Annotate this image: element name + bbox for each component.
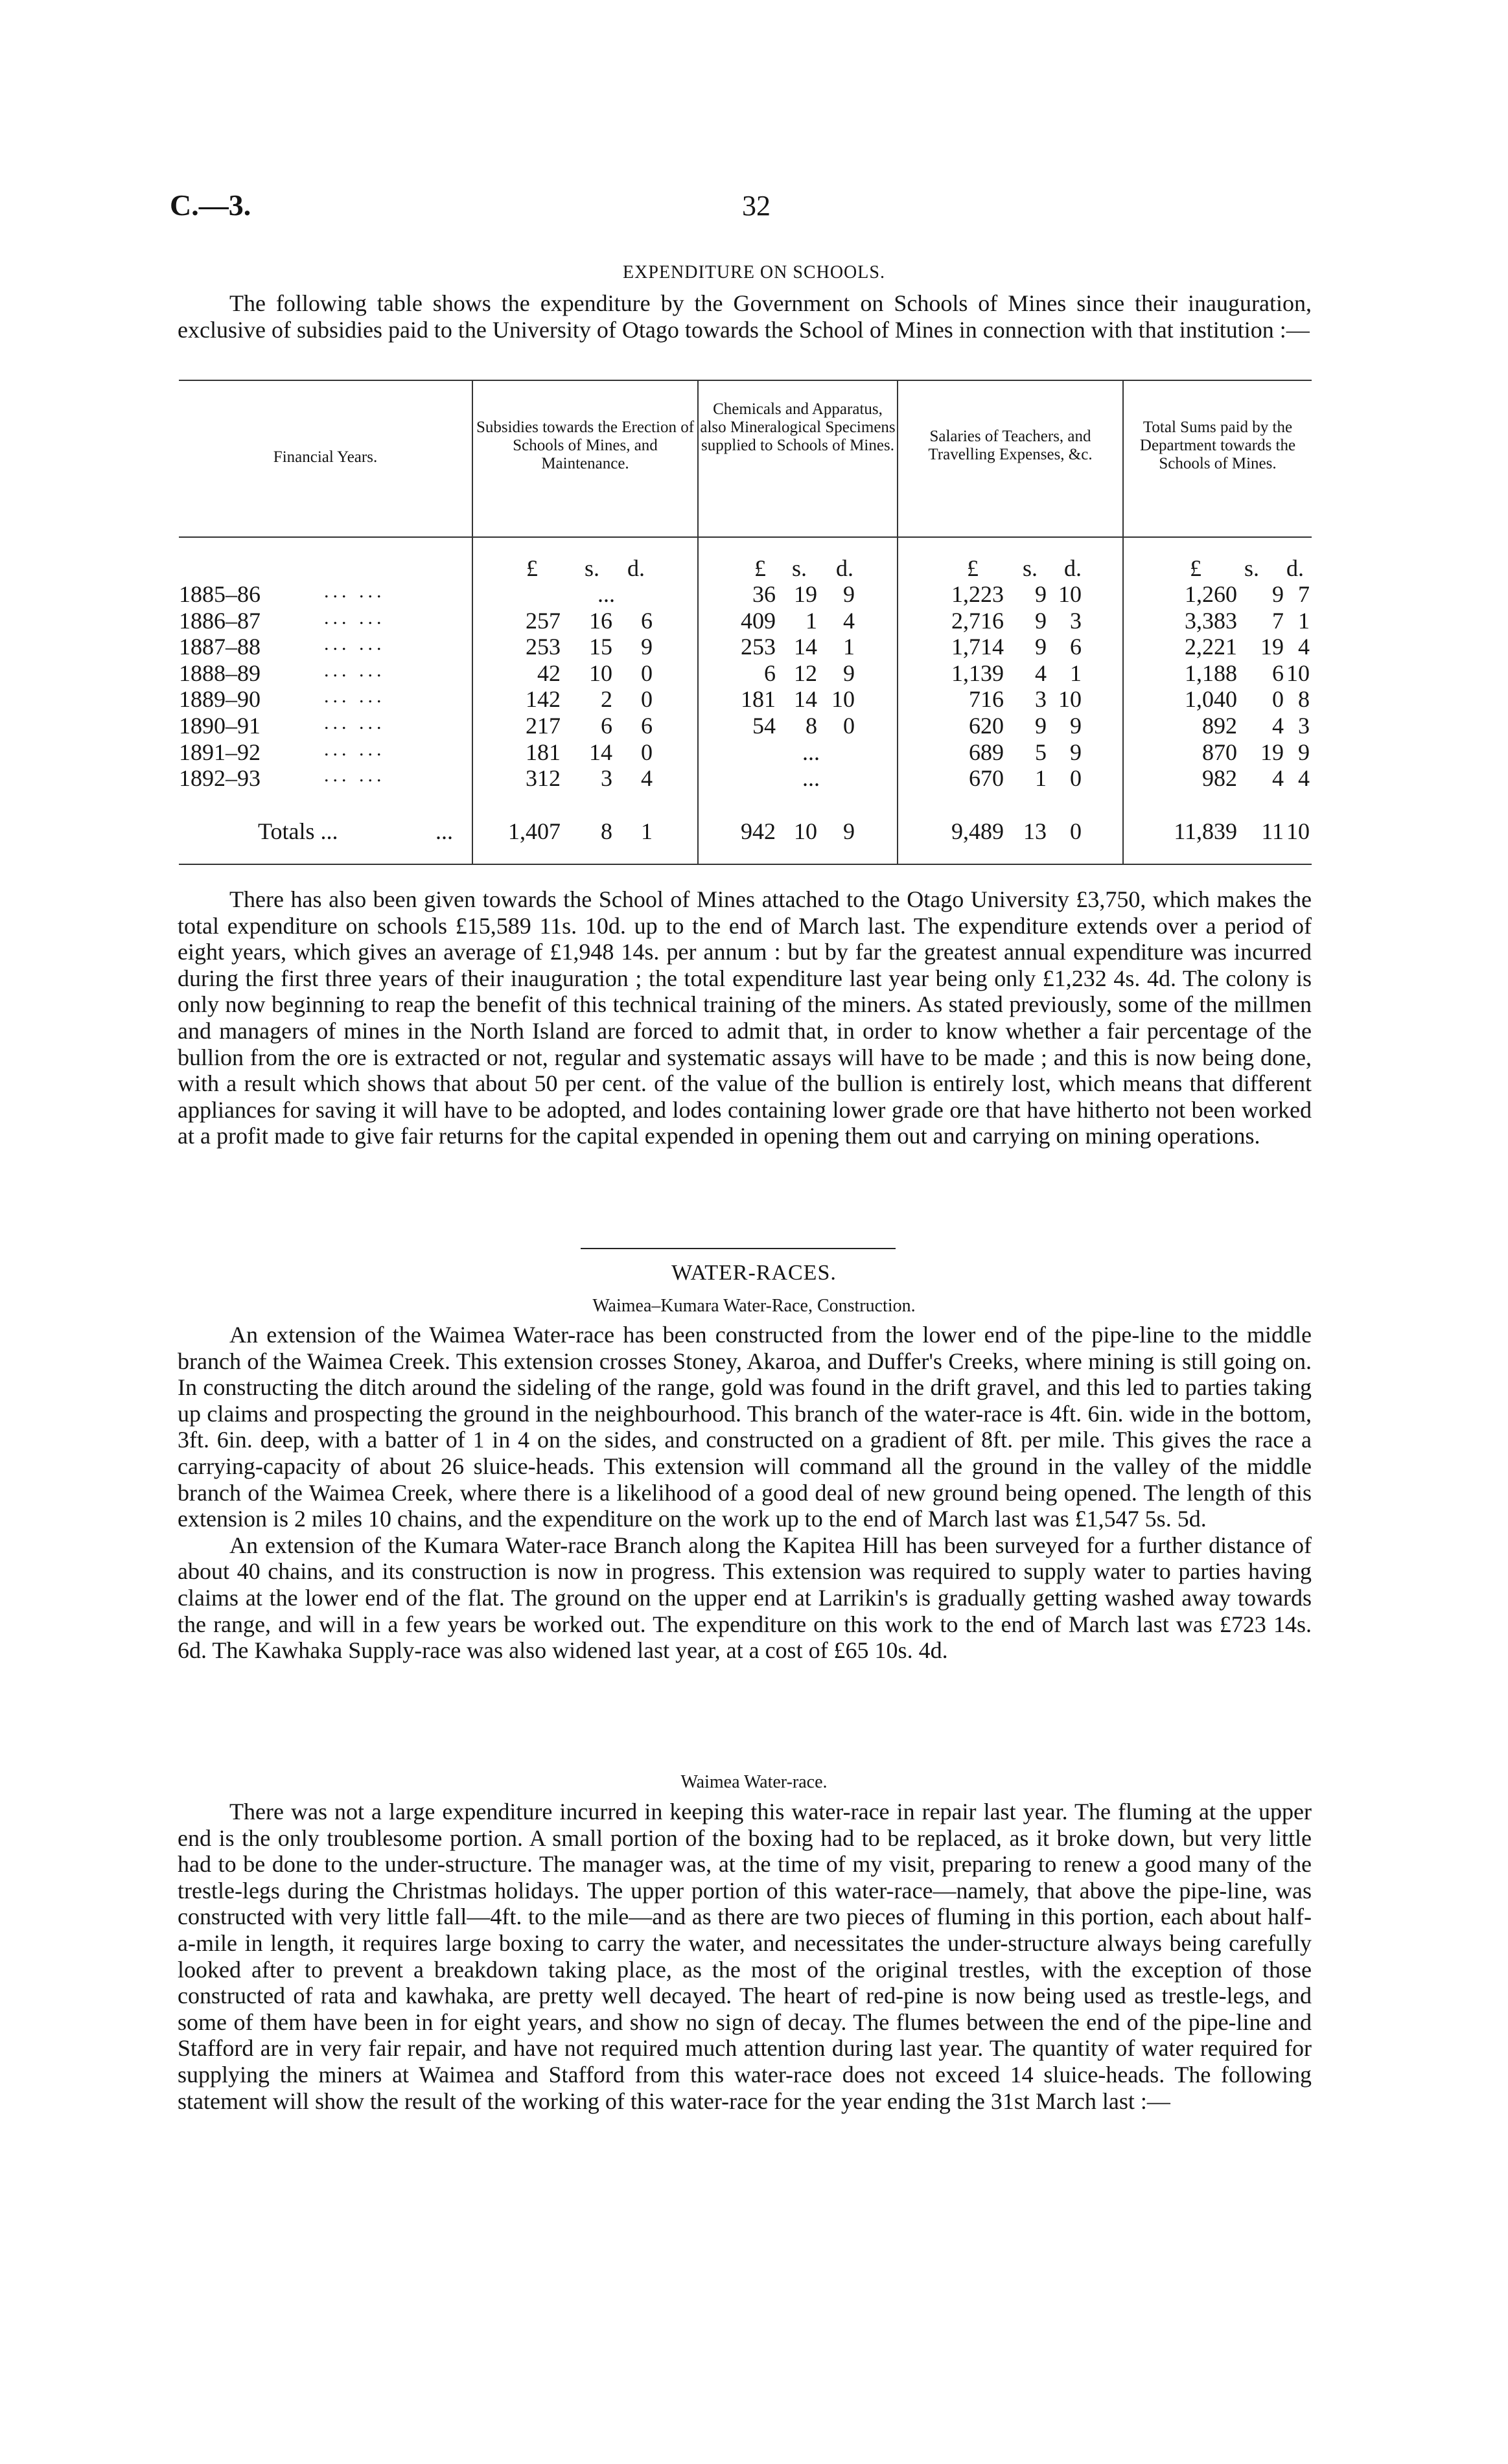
cell-chemicals-pounds: 36	[752, 581, 776, 607]
cell-total-pounds: 2,221	[1185, 634, 1237, 660]
cell-subsidies-shillings: 14	[589, 739, 612, 765]
cell-chemicals-pence: 1	[843, 634, 855, 660]
unit-shilling: s.	[792, 555, 807, 581]
cell-subsidies-shillings: 2	[601, 686, 612, 713]
row-year: 1888–89	[179, 660, 261, 686]
cell-salaries-shillings: 9	[1035, 634, 1047, 660]
unit-pence: d.	[1286, 555, 1304, 581]
totals-total-pence: 10	[1286, 818, 1310, 844]
cell-subsidies-pence: 6	[641, 713, 653, 739]
expenditure-heading: EXPENDITURE ON SCHOOLS.	[623, 262, 885, 282]
waimea-kumara-section	[178, 1322, 1312, 1664]
cell-total-shillings: 0	[1272, 686, 1284, 713]
table-row	[0, 765, 1508, 791]
cell-total-pence: 4	[1298, 765, 1310, 792]
cell-chemicals-pence: 10	[831, 686, 855, 713]
unit-shilling: s.	[585, 555, 600, 581]
cell-total-pence: 4	[1298, 634, 1310, 660]
cell-salaries-pounds: 1,714	[951, 634, 1004, 660]
totals-chemicals-pounds: 942	[741, 818, 776, 844]
cell-chemicals-pounds: 6	[764, 660, 776, 686]
totals-label: Totals ...	[258, 818, 338, 844]
cell-salaries-pounds: 1,223	[951, 581, 1004, 607]
cell-total-pounds: 1,260	[1185, 581, 1237, 607]
row-leader-dots: ... ...	[324, 765, 386, 787]
row-leader-dots: ... ...	[324, 712, 386, 733]
unit-pound: £	[526, 555, 538, 581]
cell-subsidies-shillings: 10	[589, 660, 612, 686]
cell-subsidies-shillings: 6	[601, 713, 612, 739]
unit-pound: £	[1190, 555, 1201, 581]
cell-total-shillings: 4	[1272, 713, 1284, 739]
cell-total-pence: 10	[1286, 660, 1310, 686]
cell-salaries-pounds: 670	[969, 765, 1004, 792]
unit-shilling: s.	[1023, 555, 1038, 581]
row-leader-dots: ... ...	[324, 685, 386, 708]
cell-subsidies-pence: 9	[641, 634, 653, 660]
col-header-total: Total Sums paid by the Department towards the Schools of Mines.	[1139, 419, 1296, 472]
row-year: 1886–87	[179, 607, 261, 634]
table-top-rule	[179, 380, 1312, 381]
table-row	[0, 685, 1508, 712]
cell-salaries-pence: 9	[1070, 739, 1082, 765]
cell-total-shillings: 6	[1272, 660, 1284, 686]
cell-salaries-shillings: 9	[1035, 607, 1047, 634]
cell-total-pounds: 1,040	[1185, 686, 1237, 713]
cell-chemicals-blank: ...	[802, 739, 820, 765]
table-header-rule	[179, 536, 1312, 538]
cell-salaries-pence: 9	[1070, 713, 1082, 739]
extension-paragraph: An extension of the Waimea Water-race has been constructed from the lower end of the pipe-line to the middle branch of the Waimea Creek. This extension crosses Stoney, Akaroa, and Duffer's Creeks, where mining is still going on. In constructing the ditch around the sideling of the range, gold was found in the drift gravel, and this led to parties taking up claims and prospecting the ground in the neighbourhood. This branch of the water-race is 4ft. 6in. wide in the bottom, 3ft. 6in. deep, with a batter of 1 in 4 on the sides, and constructed on a gradient of 8ft. per mile. This gives the race a carrying-capacity of about 26 sluice-heads. This extension will command all the ground in the valley of the middle branch of the Waimea Creek, where there is a likelihood of a good deal of new ground being opened. The length of this extension is 2 miles 10 chains, and the expenditure on the work up to the end of March last was £1,547 5s. 5d.	[178, 1322, 1312, 1532]
commentary-text: There has also been given towards the School of Mines attached to the Otago University £3,750, which makes the total expenditure on schools £15,589 11s. 10d. up to the end of March last. The expenditure extends over a period of eight years, which gives an average of £1,948 14s. per annum : but by far the greatest annual expenditure was incurred during the first three years of their inauguration ; the total expenditure last year being only £1,232 4s. 4d. The colony is only now beginning to reap the benefit of this technical training of the miners. As stated previously, some of the millmen and managers of mines in the North Island are forced to admit that, in order to know whether a fair percentage of the bullion from the ore is extracted or not, regular and systematic assays will have to be made ; and this is now being done, with a result which shows that about 50 per cent. of the value of the bullion is entirely lost, which means that different appliances for saving it will have to be adopted, and lodes containing lower grade ore that have hitherto not been worked at a profit made to give fair returns for the capital expended in opening them out and carrying on mining operations.	[178, 886, 1312, 1149]
waimea-section	[178, 1799, 1312, 2114]
cell-subsidies-shillings: 15	[589, 634, 612, 660]
cell-salaries-shillings: 4	[1035, 660, 1047, 686]
expenditure-intro	[178, 290, 1312, 343]
cell-total-pence: 1	[1298, 607, 1310, 634]
cell-salaries-shillings: 1	[1035, 765, 1047, 792]
cell-total-pence: 8	[1298, 686, 1310, 713]
cell-total-shillings: 7	[1272, 607, 1284, 634]
kumara-paragraph: An extension of the Kumara Water-race Branch along the Kapitea Hill has been surveyed for a further distance of about 40 chains, and its construction is now in progress. This extension was required to supply water to parties having claims at the lower end of the flat. The ground on the upper end at Larrikin's is gradually getting washed away towards the range, and will in a few years be worked out. The expenditure on this work to the end of March last was £723 14s. 6d. The Kawhaka Supply-race was also widened last year, at a cost of £65 10s. 4d.	[178, 1532, 1312, 1664]
cell-subsidies-shillings: 16	[589, 607, 612, 634]
cell-subsidies-pounds: 312	[526, 765, 561, 792]
totals-salaries-shillings: 13	[1023, 818, 1047, 844]
row-year: 1887–88	[179, 634, 261, 660]
cell-chemicals-shillings: 19	[794, 581, 817, 607]
cell-total-pounds: 870	[1202, 739, 1237, 765]
row-leader-dots: ... ...	[324, 606, 386, 628]
unit-shilling: s.	[1244, 555, 1260, 581]
cell-salaries-shillings: 9	[1035, 713, 1047, 739]
cell-chemicals-pence: 9	[843, 581, 855, 607]
totals-subsidies-shillings: 8	[601, 818, 612, 844]
cell-chemicals-pounds: 409	[741, 607, 776, 634]
table-row	[0, 633, 1508, 660]
table-row	[0, 660, 1508, 686]
cell-chemicals-pence: 9	[843, 660, 855, 686]
unit-pence: d.	[836, 555, 853, 581]
unit-pound: £	[967, 555, 979, 581]
cell-total-pounds: 3,383	[1185, 607, 1237, 634]
cell-chemicals-pounds: 181	[741, 686, 776, 713]
cell-salaries-shillings: 3	[1035, 686, 1047, 713]
section-divider	[581, 1248, 896, 1249]
row-leader-dots: ... ...	[324, 738, 386, 760]
cell-chemicals-shillings: 14	[794, 686, 817, 713]
expenditure-commentary	[178, 886, 1312, 1149]
cell-salaries-pence: 3	[1070, 607, 1082, 634]
cell-salaries-pounds: 2,716	[951, 607, 1004, 634]
cell-total-pounds: 1,188	[1185, 660, 1237, 686]
cell-subsidies-pounds: 42	[537, 660, 561, 686]
water-races-heading: WATER-RACES.	[671, 1261, 837, 1285]
totals-total-shillings: 11	[1261, 818, 1284, 844]
totals-chemicals-pence: 9	[843, 818, 855, 844]
waimea-paragraph: There was not a large expenditure incurred in keeping this water-race in repair last year. The fluming at the upper end is the only troublesome portion. A small portion of the boxing had to be replaced, as it broke down, but very little had to be done to the under-structure. The manager was, at the time of my visit, preparing to renew a good many of the trestle-legs during the Christmas holidays. The upper portion of this water-race—namely, that above the pipe-line, was constructed with very little fall—4ft. to the mile—and as there are two pieces of fluming in this portion, each about half-a-mile in length, it requires large boxing to carry the water, and necessitates the under-structure always being carefully looked after to prevent a breakdown taking place, as the most of the original trestles, with the exception of those constructed of rata and kawhaka, are pretty well decayed. The heart of red-pine is now being used as trestle-legs, and some of them have been in for eight years, and show no sign of decay. The flumes between the end of the pipe-line and Stafford are in very fair repair, and have not required much attention during last year. The quantity of water required for supplying the miners at Waimea and Stafford from this water-race does not exceed 14 sluice-heads. The following statement will show the result of the working of this water-race for the year ending the 31st March last :—	[178, 1799, 1312, 2114]
table-bottom-rule	[179, 864, 1312, 865]
cell-salaries-pence: 6	[1070, 634, 1082, 660]
cell-salaries-pence: 0	[1070, 765, 1082, 792]
cell-subsidies-pounds: 257	[526, 607, 561, 634]
cell-chemicals-shillings: 14	[794, 634, 817, 660]
waimea-kumara-subheading	[0, 1296, 1508, 1317]
col-header-financial-years: Financial Years.	[273, 448, 378, 466]
table-row	[0, 712, 1508, 739]
row-year: 1885–86	[179, 581, 261, 607]
totals-salaries-pounds: 9,489	[951, 818, 1004, 844]
cell-subsidies-blank: ...	[597, 581, 615, 607]
col-header-subsidies: Subsidies towards the Erection of Schools of Mines, and Maintenance.	[476, 419, 695, 472]
cell-total-shillings: 19	[1260, 634, 1284, 660]
cell-total-pounds: 982	[1202, 765, 1237, 792]
row-year: 1890–91	[179, 713, 261, 739]
waimea-subheading	[0, 1772, 1508, 1793]
cell-subsidies-shillings: 3	[601, 765, 612, 792]
subheading-text: Waimea–Kumara Water-Race, Construction.	[592, 1296, 916, 1316]
cell-salaries-pence: 10	[1058, 581, 1082, 607]
table-row	[0, 581, 1508, 607]
cell-chemicals-shillings: 1	[806, 607, 817, 634]
document-reference: C.—3.	[170, 189, 251, 222]
intro-text: The following table shows the expenditure by the Government on Schools of Mines since their inauguration, exclusive of subsidies paid to the University of Otago towards the School of Mines in connection with that institution :—	[178, 290, 1312, 343]
cell-chemicals-blank: ...	[802, 765, 820, 792]
cell-salaries-pounds: 716	[969, 686, 1004, 713]
subheading-text: Waimea Water-race.	[680, 1772, 828, 1792]
cell-salaries-pence: 10	[1058, 686, 1082, 713]
cell-subsidies-pence: 6	[641, 607, 653, 634]
cell-subsidies-pence: 4	[641, 765, 653, 792]
unit-pence: d.	[1064, 555, 1082, 581]
cell-chemicals-shillings: 8	[806, 713, 817, 739]
row-leader-dots: ... ...	[324, 581, 386, 602]
unit-pound: £	[754, 555, 766, 581]
cell-subsidies-pounds: 217	[526, 713, 561, 739]
cell-subsidies-pounds: 181	[526, 739, 561, 765]
col-header-salaries: Salaries of Teachers, and Travelling Expenses, &c.	[928, 428, 1093, 463]
cell-total-shillings: 9	[1272, 581, 1284, 607]
row-leader-dots: ... ...	[324, 659, 386, 681]
cell-total-pence: 9	[1298, 739, 1310, 765]
cell-subsidies-pounds: 253	[526, 634, 561, 660]
cell-chemicals-pounds: 54	[752, 713, 776, 739]
cell-subsidies-pence: 0	[641, 686, 653, 713]
cell-chemicals-pence: 4	[843, 607, 855, 634]
cell-total-shillings: 19	[1260, 739, 1284, 765]
cell-subsidies-pence: 0	[641, 660, 653, 686]
cell-total-pence: 7	[1298, 581, 1310, 607]
table-row	[0, 739, 1508, 765]
cell-chemicals-pounds: 253	[741, 634, 776, 660]
row-year: 1891–92	[179, 739, 261, 765]
totals-chemicals-shillings: 10	[794, 818, 817, 844]
cell-subsidies-pounds: 142	[526, 686, 561, 713]
cell-salaries-shillings: 9	[1035, 581, 1047, 607]
totals-subsidies-pence: 1	[641, 818, 653, 844]
cell-chemicals-pence: 0	[843, 713, 855, 739]
totals-dots: ...	[435, 818, 453, 844]
cell-salaries-pence: 1	[1070, 660, 1082, 686]
col-header-chemicals: Chemicals and Apparatus, also Mineralogical Specimens supplied to Schools of Mines.	[700, 400, 896, 454]
totals-subsidies-pounds: 1,407	[508, 818, 561, 844]
cell-salaries-pounds: 689	[969, 739, 1004, 765]
totals-salaries-pence: 0	[1070, 818, 1082, 844]
cell-salaries-pounds: 1,139	[951, 660, 1004, 686]
unit-pence: d.	[627, 555, 645, 581]
cell-total-shillings: 4	[1272, 765, 1284, 792]
cell-chemicals-shillings: 12	[794, 660, 817, 686]
cell-salaries-shillings: 5	[1035, 739, 1047, 765]
totals-total-pounds: 11,839	[1174, 818, 1237, 844]
row-year: 1892–93	[179, 765, 261, 792]
cell-total-pence: 3	[1298, 713, 1310, 739]
cell-salaries-pounds: 620	[969, 713, 1004, 739]
cell-subsidies-pence: 0	[641, 739, 653, 765]
row-year: 1889–90	[179, 686, 261, 713]
cell-total-pounds: 892	[1202, 713, 1237, 739]
table-row	[0, 607, 1508, 634]
row-leader-dots: ... ...	[324, 633, 386, 655]
page-number: 32	[742, 190, 771, 222]
